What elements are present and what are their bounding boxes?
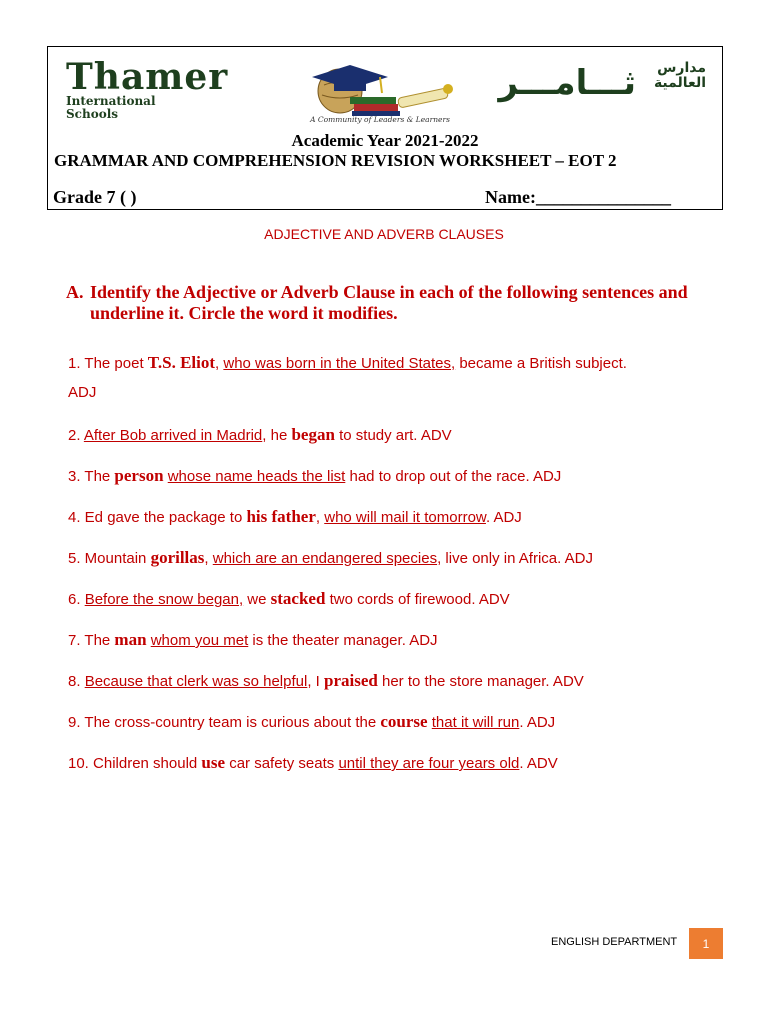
- clause-underlined: which are an endangered species: [212, 550, 438, 567]
- sentence-4: [68, 502, 728, 532]
- page-number-badge: 1: [689, 928, 723, 959]
- instruction: [66, 282, 706, 324]
- logo-arabic-international: العالمية: [653, 75, 706, 91]
- modified-word: stacked: [270, 589, 326, 608]
- sentence-text: became a British subject.: [455, 355, 627, 372]
- sentence-1: [68, 348, 728, 407]
- modified-word: gorillas: [150, 548, 205, 567]
- sentence-text: 2.: [68, 427, 84, 444]
- sentence-text: two cords of firewood. ADV: [325, 591, 510, 608]
- instruction-letter: A.: [66, 282, 84, 302]
- sentence-text: 3. The: [68, 468, 115, 485]
- modified-word: person: [114, 466, 164, 485]
- clause-type: ADJ: [68, 384, 97, 401]
- academic-year: Academic Year 2021-2022: [291, 131, 479, 150]
- sentence-text: car safety seats: [225, 755, 339, 772]
- sentence-6: [68, 584, 728, 614]
- name-field[interactable]: Name:_______________: [485, 187, 671, 207]
- sentence-text: . ADV: [519, 755, 558, 772]
- clause-underlined: After Bob arrived in Madrid: [83, 427, 263, 444]
- footer-department: ENGLISH DEPARTMENT: [551, 936, 678, 948]
- sentence-text: . ADJ: [519, 714, 556, 731]
- modified-word: praised: [323, 671, 378, 690]
- graduation-cap-books-icon: [310, 59, 460, 122]
- sentence-text: , I: [307, 673, 324, 690]
- worksheet-title: GRAMMAR AND COMPREHENSION REVISION WORKSHEET – EOT 2: [54, 151, 617, 170]
- sentence-text: . ADJ: [485, 509, 522, 526]
- sentence-text: had to drop out of the race. ADJ: [345, 468, 562, 485]
- logo-name: Thamer: [66, 56, 229, 98]
- sentence-text: 5. Mountain: [68, 550, 151, 567]
- clause-underlined: that it will run: [431, 714, 520, 731]
- grade-field[interactable]: Grade 7 ( ): [53, 187, 137, 207]
- sentence-text: , live only in Africa. ADJ: [437, 550, 593, 567]
- school-logo-arabic: [498, 60, 706, 103]
- logo-line-schools: Schools: [66, 107, 119, 121]
- sentence-text: her to the store manager. ADV: [377, 673, 584, 690]
- modified-word: his father: [246, 507, 316, 526]
- sentence-10: [68, 748, 728, 778]
- clause-underlined: whose name heads the list: [167, 468, 346, 485]
- clause-underlined: until they are four years old: [338, 755, 520, 772]
- sentence-text: 6.: [68, 591, 85, 608]
- school-tagline: A Community of Leaders & Learners: [310, 115, 450, 124]
- modified-word: man: [114, 630, 147, 649]
- sentence-text: 7. The: [68, 632, 115, 649]
- clause-underlined: who was born in the United States,: [223, 355, 456, 372]
- sentence-text: ,: [315, 509, 325, 526]
- logo-arabic-schools: مدارس: [657, 60, 706, 76]
- sentence-text: 10. Children should: [68, 755, 202, 772]
- clause-underlined: who will mail it tomorrow: [324, 509, 486, 526]
- modified-word: course: [380, 712, 428, 731]
- sentence-3: [68, 461, 728, 491]
- sentence-text: ,: [215, 355, 224, 372]
- clause-underlined: Because that clerk was so helpful: [84, 673, 308, 690]
- sentence-7: [68, 625, 728, 655]
- sentence-8: [68, 666, 728, 696]
- sentence-text: we: [243, 591, 271, 608]
- school-logo-english: [66, 56, 229, 121]
- modified-word: use: [201, 753, 226, 772]
- logo-line-international: International: [66, 94, 156, 108]
- sentence-text: 4. Ed gave the package to: [68, 509, 247, 526]
- sentence-2: [68, 420, 728, 450]
- logo-arabic-name: ثـــامـــر: [498, 63, 636, 103]
- header-box: [47, 46, 723, 210]
- sentence-text: , he: [262, 427, 292, 444]
- sentence-text: 8.: [68, 673, 85, 690]
- clause-underlined: whom you met: [150, 632, 249, 649]
- modified-word: T.S. Eliot: [147, 353, 216, 372]
- clause-underlined: Before the snow began,: [84, 591, 244, 608]
- sentence-text: is the theater manager. ADJ: [248, 632, 438, 649]
- instruction-text: Identify the Adjective or Adverb Clause in each of the following sentences and underline it. Circle the word it modifies.: [90, 282, 688, 323]
- sentence-text: 9. The cross-country team is curious about the: [68, 714, 381, 731]
- section-heading: ADJECTIVE AND ADVERB CLAUSES: [264, 226, 504, 242]
- modified-word: began: [291, 425, 335, 444]
- sentence-9: [68, 707, 728, 737]
- sentence-text: to study art. ADV: [334, 427, 452, 444]
- sentence-5: [68, 543, 728, 573]
- sentence-text: ,: [204, 550, 213, 567]
- sentence-text: 1. The poet: [68, 355, 148, 372]
